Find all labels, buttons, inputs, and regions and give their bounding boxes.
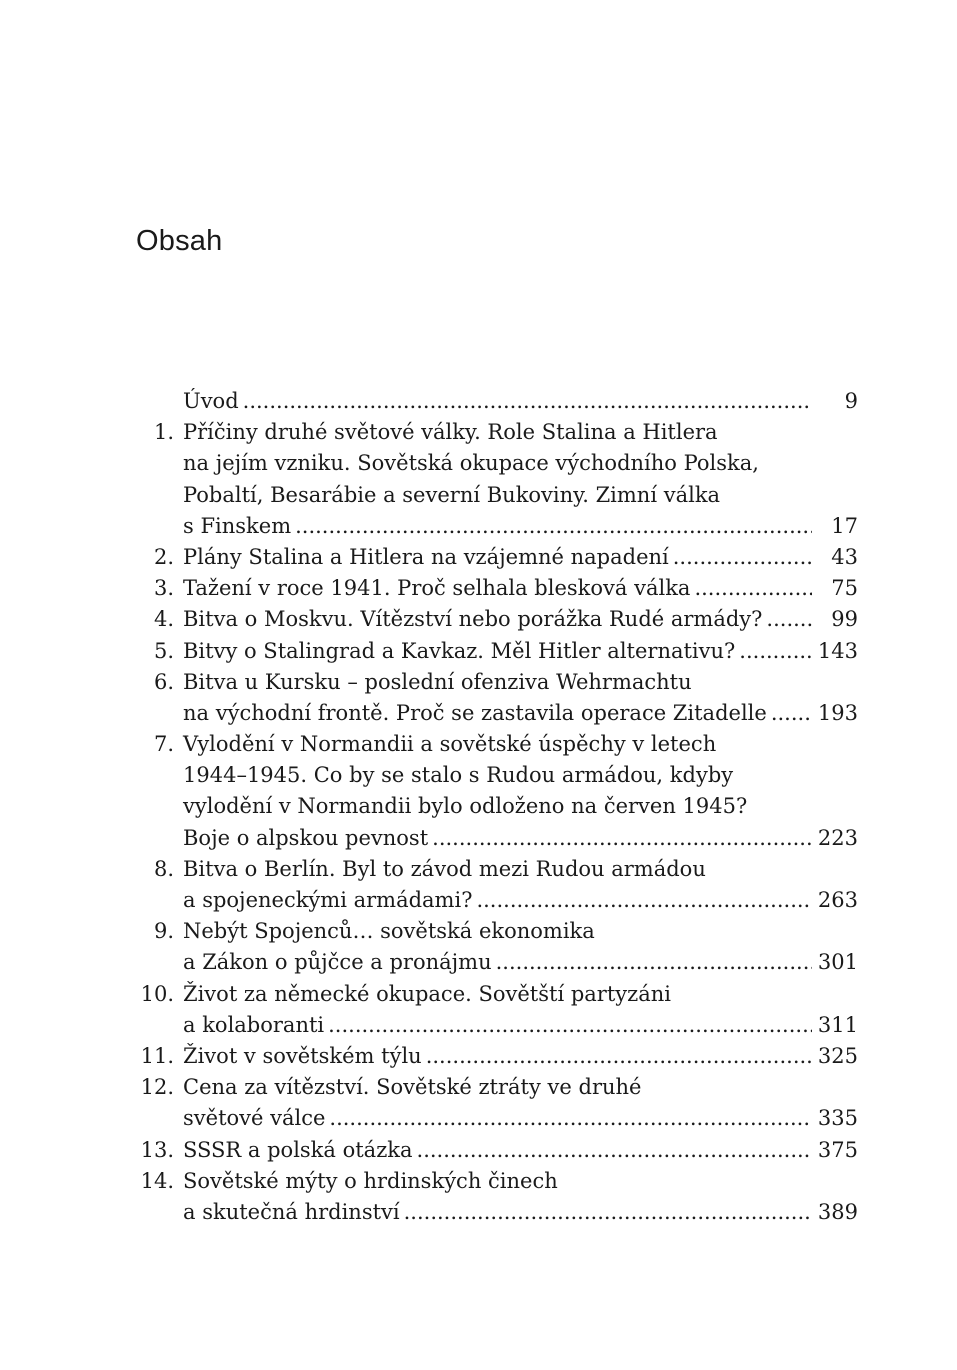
dot-leader	[404, 1197, 812, 1228]
toc-entry-title-line: na jejím vzniku. Sovětská okupace východního Polska,	[183, 451, 759, 476]
toc-entry	[130, 916, 858, 978]
toc-entry-title-line: a kolaboranti	[183, 1012, 325, 1037]
toc-entry-title-line: Život v sovětském týlu	[183, 1043, 422, 1068]
dot-leader	[426, 1041, 812, 1072]
toc-entry-title-line: Sovětské mýty o hrdinských činech	[183, 1168, 558, 1193]
toc-page-number: 311	[817, 1012, 858, 1037]
toc-entry	[130, 729, 858, 854]
toc-entry	[130, 542, 858, 573]
toc-entry-title-line: Cena za vítězství. Sovětské ztráty ve druhé	[183, 1075, 642, 1100]
toc-page-number: 325	[817, 1043, 858, 1068]
toc-entry-title-line: a skutečná hrdinství	[183, 1199, 400, 1224]
dot-leader	[496, 947, 812, 978]
toc-entry-number: 3.	[153, 576, 174, 601]
toc-entry	[130, 1166, 858, 1228]
page-title: Obsah	[136, 225, 223, 257]
toc-entry	[130, 667, 858, 729]
toc-page-number: 263	[817, 888, 858, 912]
toc-entry-title-line: Bitvy o Stalingrad a Kavkaz. Měl Hitler alternativu?	[183, 638, 736, 663]
toc-page-number: 143	[817, 638, 858, 663]
dot-leader	[329, 1103, 812, 1134]
toc-page-number: 43	[831, 544, 858, 569]
toc-entry-title-line: Úvod	[183, 389, 239, 413]
dot-leader	[417, 1135, 812, 1166]
toc-entry-title-line: a Zákon o půjčce a pronájmu	[183, 950, 492, 975]
toc-entry-title-line: Nebýt Spojenců… sovětská ekonomika	[183, 919, 595, 944]
toc-entry	[130, 1041, 858, 1072]
toc-entry-title-line: na východní frontě. Proč se zastavila operace Zitadelle	[183, 700, 767, 725]
toc-entry-number: 13.	[140, 1137, 174, 1162]
toc-entry-title-line: Bitva o Moskvu. Vítězství nebo porážka Rudé armády?	[183, 607, 763, 632]
toc-page-number: 375	[817, 1137, 858, 1162]
toc-entry-title-line: Příčiny druhé světové války. Role Stalina a Hitlera	[183, 420, 718, 445]
toc-entry-title-line: Vylodění v Normandii a sovětské úspěchy v letech	[183, 732, 717, 757]
toc-page-number: 301	[817, 950, 858, 975]
toc-page-number: 75	[831, 576, 858, 601]
toc-page-number: 389	[817, 1199, 858, 1224]
toc-entry-title-line: Tažení v roce 1941. Proč selhala blesková válka	[183, 576, 691, 601]
toc-entry-title-line: Plány Stalina a Hitlera na vzájemné napadení	[183, 544, 669, 569]
toc-entry-number: 1.	[153, 420, 174, 445]
toc-entry-number: 14.	[140, 1168, 174, 1193]
toc-entry-title-line: Bitva o Berlín. Byl to závod mezi Rudou armádou	[183, 856, 706, 881]
toc-entry-title-line: Bitva u Kursku – poslední ofenziva Wehrmachtu	[183, 669, 692, 694]
toc-entry	[130, 636, 858, 667]
toc-entry-title-line: Pobaltí, Besarábie a severní Bukoviny. Zimní válka	[183, 482, 721, 507]
toc-entry	[130, 573, 858, 604]
toc-entry-number: 9.	[153, 919, 174, 944]
toc-entry-title-line: 1944–1945. Co by se stalo s Rudou armádou, kdyby	[183, 763, 734, 788]
toc-entry-title-line: Boje o alpskou pevnost	[183, 825, 429, 850]
dot-leader	[328, 1010, 812, 1041]
dot-leader	[766, 604, 812, 635]
toc-entry-number: 8.	[153, 856, 174, 881]
dot-leader	[694, 573, 812, 604]
table-of-contents	[130, 386, 858, 1228]
toc-entry-title-line: SSSR a polská otázka	[183, 1137, 413, 1162]
toc-entry-number: 6.	[153, 669, 174, 694]
toc-entry	[130, 1135, 858, 1166]
dot-leader	[673, 542, 812, 573]
toc-page-number: 9	[844, 389, 858, 413]
toc-entry	[130, 854, 858, 916]
dot-leader	[739, 636, 812, 667]
toc-entry-number: 11.	[140, 1043, 174, 1068]
toc-page-number: 223	[817, 825, 858, 850]
toc-entry	[130, 386, 858, 417]
toc-entry-number: 7.	[153, 732, 174, 757]
toc-page-number: 99	[831, 607, 858, 632]
toc-entry-number: 10.	[140, 981, 174, 1006]
toc-entry-title-line: světové válce	[183, 1106, 326, 1131]
toc-entry-title-line: a spojeneckými armádami?	[183, 888, 473, 912]
dot-leader	[243, 386, 812, 417]
dot-leader	[771, 698, 812, 729]
toc-entry-number: 2.	[153, 544, 174, 569]
toc-page-number: 193	[817, 700, 858, 725]
toc-entry-title-line: s Finskem	[183, 513, 292, 538]
toc-entry-number: 5.	[153, 638, 174, 663]
dot-leader	[432, 823, 812, 854]
dot-leader	[295, 511, 812, 542]
toc-entry-title-line: Život za německé okupace. Sovětští partyzáni	[183, 981, 671, 1006]
toc-entry-title-line: vylodění v Normandii bylo odloženo na červen 1945?	[183, 794, 748, 819]
toc-entry-number: 12.	[140, 1075, 174, 1100]
toc-page-number: 17	[831, 513, 858, 538]
toc-entry	[130, 417, 858, 542]
toc-entry	[130, 1072, 858, 1134]
dot-leader	[476, 885, 812, 916]
toc-page-number: 335	[817, 1106, 858, 1131]
toc-entry-number: 4.	[153, 607, 174, 632]
toc-entry	[130, 979, 858, 1041]
toc-entry	[130, 604, 858, 635]
